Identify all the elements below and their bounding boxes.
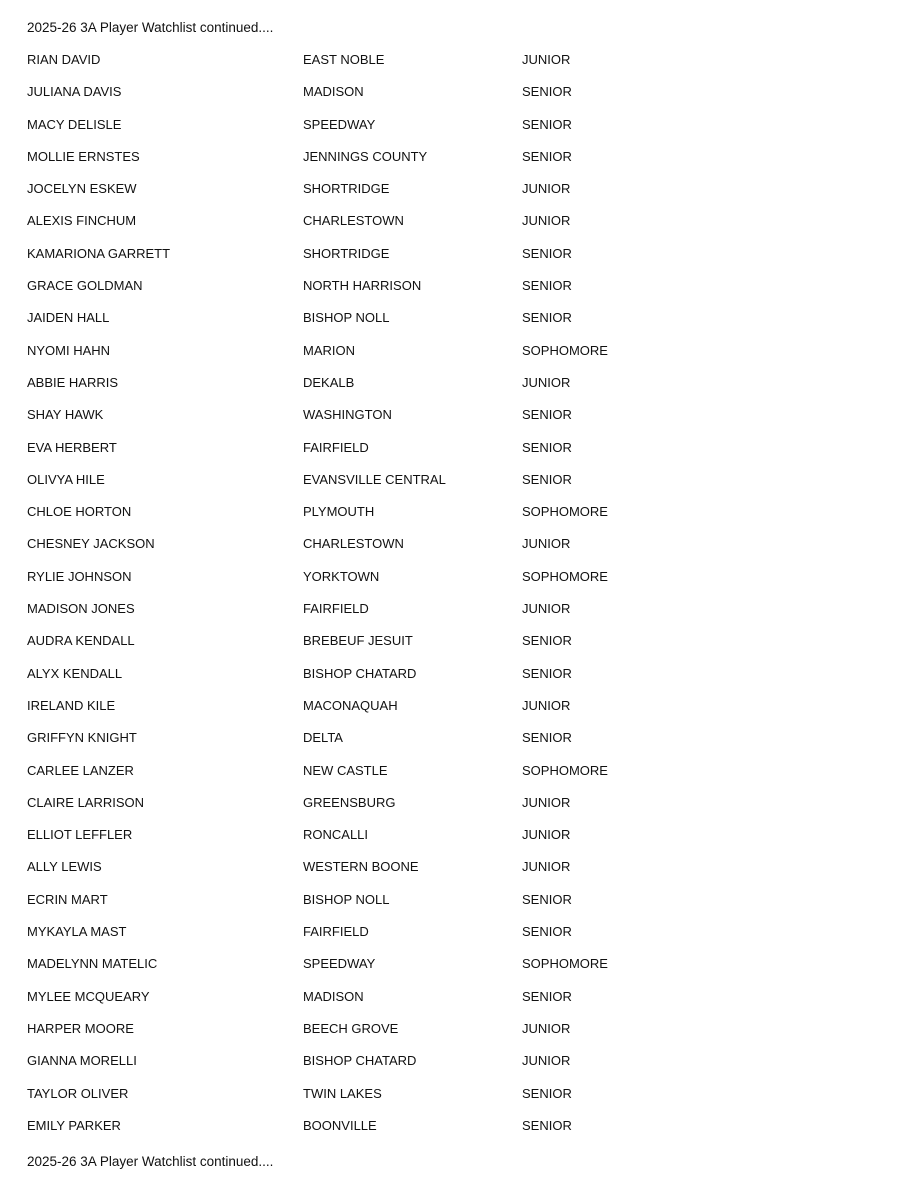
player-year: SENIOR [522, 665, 572, 681]
player-row [0, 665, 898, 697]
player-school: EVANSVILLE CENTRAL [303, 471, 446, 487]
player-row [0, 116, 898, 148]
player-year: JUNIOR [522, 859, 571, 875]
player-row [0, 535, 898, 567]
player-name: RYLIE JOHNSON [27, 568, 132, 584]
player-row [0, 923, 898, 955]
player-name: IRELAND KILE [27, 697, 116, 713]
player-year: JUNIOR [522, 1020, 571, 1036]
player-name: MYKAYLA MAST [27, 924, 127, 940]
player-row [0, 1052, 898, 1084]
player-name: JOCELYN ESKEW [27, 181, 137, 197]
player-school: RONCALLI [303, 827, 369, 843]
player-name: CHLOE HORTON [27, 504, 132, 520]
player-school: FAIRFIELD [303, 924, 369, 940]
player-year: SOPHOMORE [522, 568, 608, 584]
player-year: JUNIOR [522, 601, 571, 617]
player-school: BISHOP NOLL [303, 891, 390, 907]
player-row [0, 1117, 898, 1149]
player-name: EMILY PARKER [27, 1117, 121, 1133]
player-name: JULIANA DAVIS [27, 84, 122, 100]
player-school: MARION [303, 342, 355, 358]
player-name: ALYX KENDALL [27, 665, 123, 681]
player-school: TWIN LAKES [303, 1085, 382, 1101]
player-row [0, 51, 898, 83]
player-school: DEKALB [303, 374, 355, 390]
player-year: SENIOR [522, 633, 572, 649]
player-school: PLYMOUTH [303, 504, 375, 520]
player-year: SENIOR [522, 891, 572, 907]
player-school: SPEEDWAY [303, 116, 376, 132]
player-year: SOPHOMORE [522, 504, 608, 520]
player-name: ALLY LEWIS [27, 859, 102, 875]
player-name: GIANNA MORELLI [27, 1053, 137, 1069]
player-row [0, 277, 898, 309]
player-year: SENIOR [522, 148, 572, 164]
player-name: CLAIRE LARRISON [27, 794, 145, 810]
player-name: ALEXIS FINCHUM [27, 213, 137, 229]
player-name: GRIFFYN KNIGHT [27, 730, 137, 746]
player-year: SOPHOMORE [522, 342, 608, 358]
player-year: JUNIOR [522, 213, 571, 229]
player-row [0, 858, 898, 890]
player-name: ELLIOT LEFFLER [27, 827, 133, 843]
player-year: JUNIOR [522, 794, 571, 810]
player-name: HARPER MOORE [27, 1020, 134, 1036]
player-name: RIAN DAVID [27, 52, 101, 67]
player-row [0, 342, 898, 374]
player-year: JUNIOR [522, 52, 571, 67]
player-row [0, 309, 898, 341]
player-row [0, 955, 898, 987]
player-school: CHARLESTOWN [303, 536, 404, 552]
player-year: JUNIOR [522, 697, 571, 713]
player-year: SENIOR [522, 310, 572, 326]
player-school: YORKTOWN [303, 568, 380, 584]
player-name: GRACE GOLDMAN [27, 278, 143, 294]
player-row [0, 762, 898, 794]
player-year: JUNIOR [522, 827, 571, 843]
player-list [0, 51, 898, 1149]
player-row [0, 1085, 898, 1117]
player-school: EAST NOBLE [303, 52, 385, 67]
player-name: MADISON JONES [27, 601, 135, 617]
player-name: OLIVYA HILE [27, 471, 105, 487]
player-row [0, 1020, 898, 1052]
player-row [0, 891, 898, 923]
player-school: FAIRFIELD [303, 601, 369, 617]
player-name: TAYLOR OLIVER [27, 1085, 129, 1101]
player-year: SENIOR [522, 471, 572, 487]
player-year: SENIOR [522, 84, 572, 100]
player-school: BOONVILLE [303, 1117, 377, 1133]
player-school: FAIRFIELD [303, 439, 369, 455]
player-row [0, 697, 898, 729]
player-name: MADELYNN MATELIC [27, 956, 158, 972]
player-year: SENIOR [522, 988, 572, 1004]
player-year: SENIOR [522, 439, 572, 455]
player-name: JAIDEN HALL [27, 310, 110, 326]
player-year: SENIOR [522, 407, 572, 423]
player-name: SHAY HAWK [27, 407, 104, 423]
player-row [0, 600, 898, 632]
player-school: MACONAQUAH [303, 697, 398, 713]
player-name: ABBIE HARRIS [27, 374, 119, 390]
player-school: MADISON [303, 84, 364, 100]
player-name: KAMARIONA GARRETT [27, 245, 171, 261]
player-year: JUNIOR [522, 181, 571, 197]
player-name: EVA HERBERT [27, 439, 117, 455]
player-year: SOPHOMORE [522, 956, 608, 972]
player-school: BISHOP CHATARD [303, 665, 417, 681]
player-school: DELTA [303, 730, 343, 746]
player-row [0, 729, 898, 761]
player-row [0, 988, 898, 1020]
player-year: JUNIOR [522, 1053, 571, 1069]
player-name: MACY DELISLE [27, 116, 122, 132]
player-school: BREBEUF JESUIT [303, 633, 413, 649]
player-row [0, 212, 898, 244]
player-school: SHORTRIDGE [303, 181, 390, 197]
page-heading: 2025-26 3A Player Watchlist continued.... [27, 20, 274, 35]
player-year: SOPHOMORE [522, 762, 608, 778]
player-school: GREENSBURG [303, 794, 396, 810]
player-school: JENNINGS COUNTY [303, 148, 428, 164]
player-school: NORTH HARRISON [303, 278, 422, 294]
player-name: MYLEE MCQUEARY [27, 988, 150, 1004]
player-year: SENIOR [522, 116, 572, 132]
player-school: CHARLESTOWN [303, 213, 404, 229]
player-row [0, 794, 898, 826]
player-school: WESTERN BOONE [303, 859, 419, 875]
player-row [0, 374, 898, 406]
player-name: ECRIN MART [27, 891, 108, 907]
player-year: JUNIOR [522, 374, 571, 390]
player-name: AUDRA KENDALL [27, 633, 135, 649]
player-year: SENIOR [522, 730, 572, 746]
player-name: MOLLIE ERNSTES [27, 148, 140, 164]
player-school: MADISON [303, 988, 364, 1004]
player-row [0, 180, 898, 212]
player-year: SENIOR [522, 924, 572, 940]
player-row [0, 503, 898, 535]
player-row [0, 148, 898, 180]
player-row [0, 826, 898, 858]
player-year: SENIOR [522, 1117, 572, 1133]
player-school: NEW CASTLE [303, 762, 388, 778]
player-row [0, 83, 898, 115]
page-footer-heading: 2025-26 3A Player Watchlist continued.... [27, 1154, 274, 1169]
player-year: SENIOR [522, 1085, 572, 1101]
player-name: NYOMI HAHN [27, 342, 111, 358]
player-year: JUNIOR [522, 536, 571, 552]
player-row [0, 406, 898, 438]
player-name: CARLEE LANZER [27, 762, 134, 778]
player-row [0, 439, 898, 471]
player-row [0, 471, 898, 503]
player-school: BEECH GROVE [303, 1020, 399, 1036]
player-school: BISHOP CHATARD [303, 1053, 417, 1069]
player-school: SHORTRIDGE [303, 245, 390, 261]
player-school: BISHOP NOLL [303, 310, 390, 326]
player-name: CHESNEY JACKSON [27, 536, 155, 552]
player-row [0, 632, 898, 664]
player-row [0, 245, 898, 277]
player-school: WASHINGTON [303, 407, 392, 423]
player-school: SPEEDWAY [303, 956, 376, 972]
player-year: SENIOR [522, 245, 572, 261]
player-row [0, 568, 898, 600]
player-year: SENIOR [522, 278, 572, 294]
